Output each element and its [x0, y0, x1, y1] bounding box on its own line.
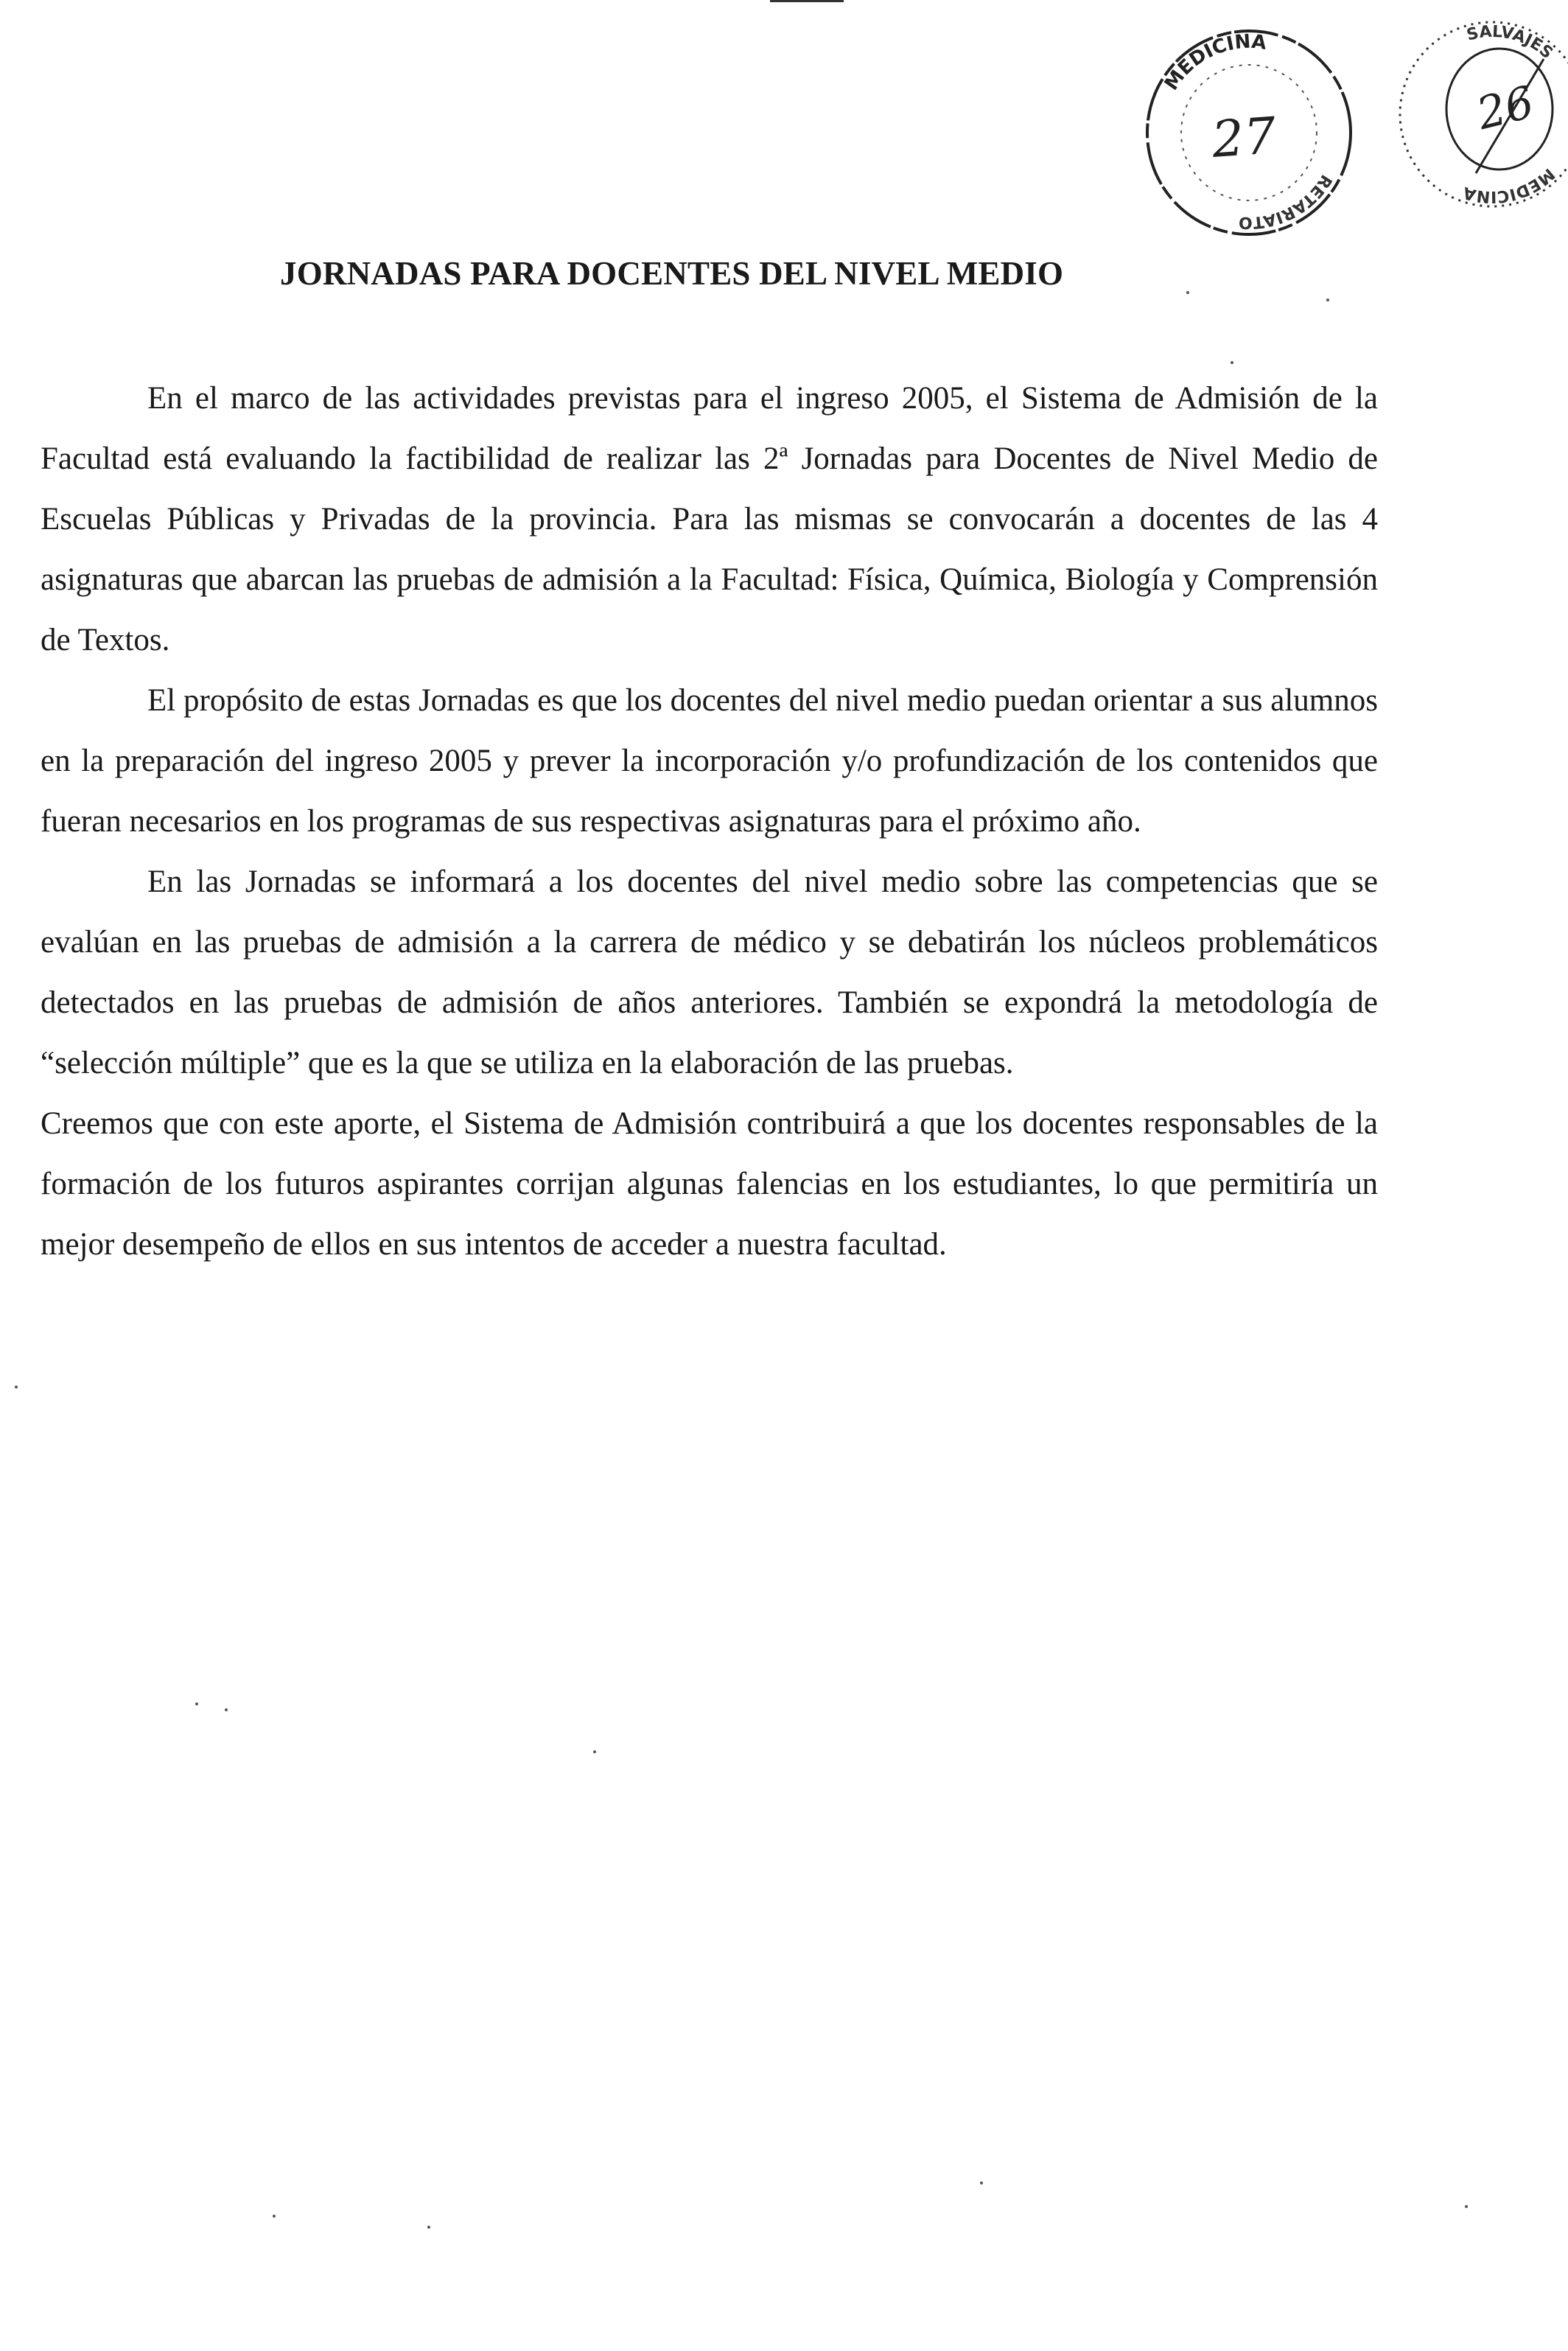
stamp-ring-text-left: MEDICINA — [1160, 30, 1268, 95]
stamp-ring-text-right-2: SALVAJES — [1465, 22, 1556, 63]
folio-stamp-right — [1389, 15, 1568, 214]
paragraph-1: En el marco de las actividades previstas para el ingreso 2005, el Sistema de Admisión de la Facultad está evaluando la factibilidad de realizar las 2ª Jornadas para Docentes de Nivel Medio de Escuelas Públicas y Privadas de la provincia. Para las mismas se convocarán a docentes de las 4 asignaturas que abarcan las pruebas de admisión a la Facultad: Física, Química, Biología y Comprensión de Textos. — [41, 381, 1378, 657]
stamp-ring-text-left-2: RETARIATO — [1238, 171, 1335, 232]
top-edge-mark — [770, 0, 844, 2]
document-body — [41, 368, 1378, 1275]
document-title: JORNADAS PARA DOCENTES DEL NIVEL MEDIO — [280, 255, 1064, 292]
svg-text:MEDICINA — [1461, 164, 1558, 206]
folio-stamp-left — [1138, 22, 1359, 243]
svg-text:MEDICINA — [1161, 31, 1267, 95]
paragraph-4: Creemos que con este aporte, el Sistema de Admisión contribuirá a que los docentes responsables de la formación de los futuros aspirantes corrijan algunas falencias en los estudiantes, lo que permitiría un mejor desempeño de ellos en sus intentos de acceder a nuestra facultad. — [41, 1106, 1378, 1262]
folio-number-right: 26 — [1471, 76, 1539, 141]
stamp-ring-text-right: MEDICINA — [1460, 164, 1558, 206]
paragraph-2: El propósito de estas Jornadas es que los docentes del nivel medio puedan orientar a sus alumnos en la preparación del ingreso 2005 y prever la incorporación y/o profundización de los contenidos que fueran necesarios en los programas de sus respectivas asignaturas para el próximo año. — [41, 683, 1378, 839]
svg-text:RETARIATO — [1239, 171, 1335, 231]
svg-text:SALVAJES — [1465, 23, 1556, 63]
paragraph-3: En las Jornadas se informará a los docentes del nivel medio sobre las competencias que se evalúan en las pruebas de admisión a la carrera de médico y se debatirán los núcleos problemáticos detectados en las pruebas de admisión de años anteriores. También se expondrá la metodología de “selección múltiple” que es la que se utiliza en la elaboración de las pruebas. — [41, 864, 1378, 1080]
folio-number-left: 27 — [1210, 107, 1278, 170]
